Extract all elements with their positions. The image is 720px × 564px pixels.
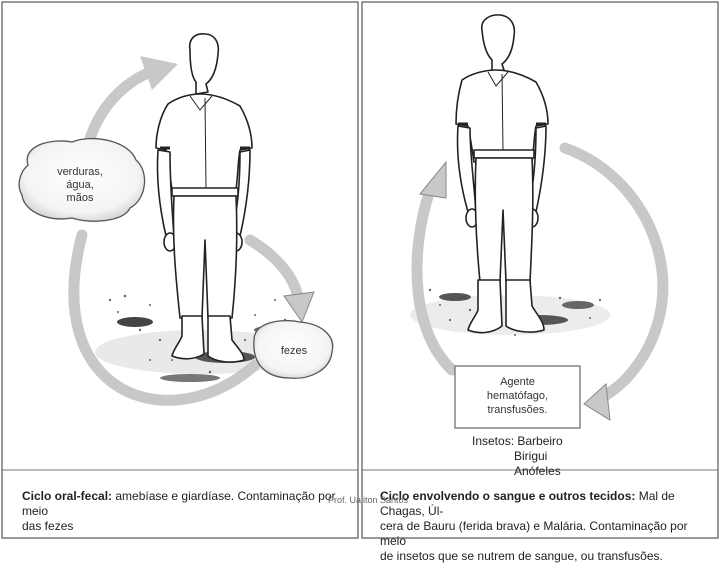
bubble-verduras-line: água, <box>66 179 94 191</box>
agent-box-line: hematófago, <box>486 390 549 402</box>
agent-box-line: transfusões. <box>487 404 548 416</box>
left-caption-text1: amebíase e giardíase. Contaminação por meio <box>22 489 336 518</box>
insects-line-barbeiro: Insetos: Barbeiro <box>472 434 563 448</box>
bubble-verduras-line: verduras, <box>57 166 103 178</box>
insects-line-birigui: Birigui <box>514 449 548 463</box>
bubble-fezes-text: fezes <box>280 345 308 357</box>
right-arrowhead-upper <box>420 162 446 198</box>
right-arrowhead-lower <box>584 384 610 420</box>
right-caption-line3: de insetos que se nutrem de sangue, ou transfusões. <box>380 549 663 563</box>
right-caption-text1: Mal de Chagas, Úl- <box>380 489 675 518</box>
left-person-figure <box>156 34 252 362</box>
right-person-figure <box>456 15 548 333</box>
agent-box-text <box>455 375 580 417</box>
right-caption-line1 <box>380 489 714 519</box>
left-cycle-arrow-upper <box>88 72 150 145</box>
right-caption-line2: cera de Bauru (ferida brava) e Malária. Contaminação por meio <box>380 519 688 548</box>
right-caption <box>380 489 714 564</box>
right-cycle-arrow-right <box>565 148 663 400</box>
right-cycle-arrow-left <box>417 190 452 370</box>
left-cycle-arrow-right <box>250 240 298 298</box>
agent-box-line: Agente <box>500 376 535 388</box>
left-caption-line2: das fezes <box>22 519 74 533</box>
author-credit: Prof. Ualiton Santos <box>328 495 409 505</box>
bubble-verduras-line: mãos <box>66 192 94 204</box>
left-caption <box>22 489 352 534</box>
insects-list <box>472 434 592 479</box>
bubble-verduras-text <box>40 166 120 205</box>
right-caption-title: Ciclo envolvendo o sangue e outros tecidos: <box>380 489 636 503</box>
insects-line-anofeles: Anófeles <box>514 464 561 478</box>
left-caption-line1 <box>22 489 352 519</box>
left-arrowhead-right <box>284 292 314 322</box>
left-caption-title: Ciclo oral-fecal: <box>22 489 113 503</box>
